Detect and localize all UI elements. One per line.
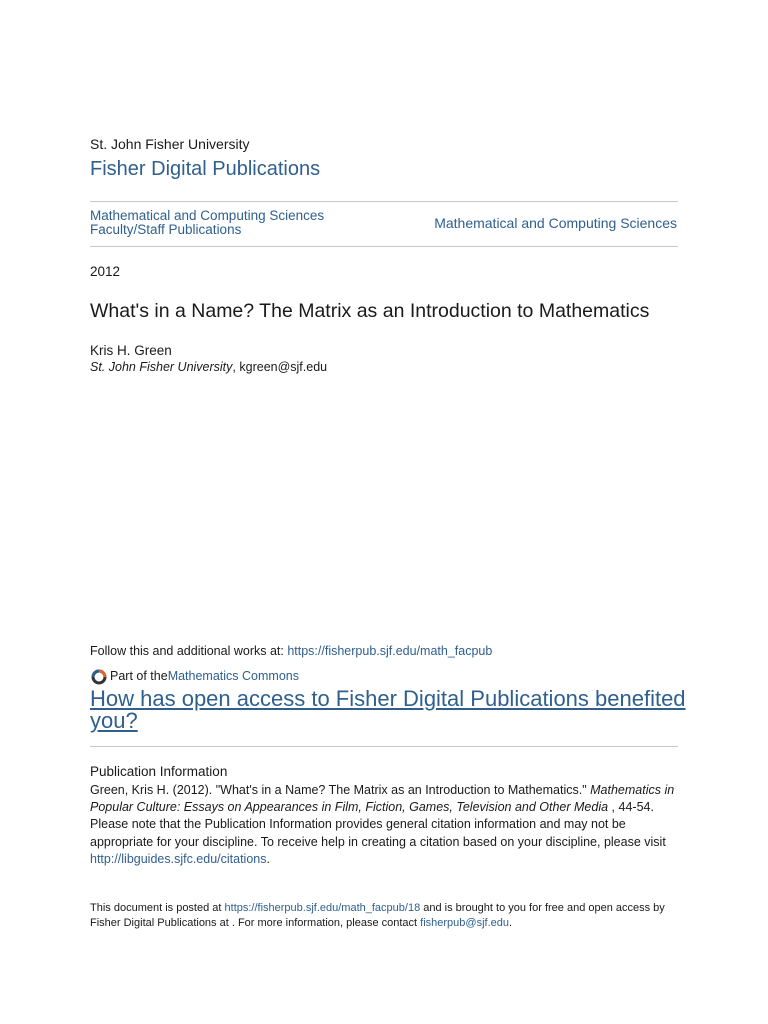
mathematics-commons-link[interactable]: Mathematics Commons [167,669,299,683]
series-link-department[interactable]: Mathematical and Computing Sciences [434,215,677,231]
affiliation-separator: , [232,360,240,374]
part-of-text: Part of the [110,669,168,683]
institution-name: St. John Fisher University [90,136,250,152]
author-email: kgreen@sjf.edu [239,360,328,374]
part-of-line [90,667,299,685]
divider [90,746,678,747]
open-access-feedback-link[interactable]: How has open access to Fisher Digital Publications benefited you? [90,686,686,733]
document-url-link[interactable]: https://fisherpub.sjf.edu/math_facpub/18 [224,902,421,914]
note-end: . [266,851,270,866]
publication-info-body [90,782,682,868]
follow-text: Follow this and additional works at: [90,644,288,658]
contact-email-link[interactable]: fisherpub@sjf.edu [420,917,509,929]
divider [90,201,678,202]
article-title: What's in a Name? The Matrix as an Introduction to Mathematics [90,300,650,322]
author-name: Kris H. Green [90,343,172,358]
footer-posted-text: This document is posted at [90,902,225,914]
publication-info-heading: Publication Information [90,764,228,779]
citation-text: Green, Kris H. (2012). "What's in a Name? The Matrix as an Introduction to Mathematics." [90,783,591,797]
follow-url-link[interactable]: https://fisherpub.sjf.edu/math_facpub [287,644,493,658]
publication-year: 2012 [90,264,121,279]
author-affiliation [90,360,327,374]
footer-end: . [508,917,513,929]
follow-line [90,644,492,658]
series-line-2: Faculty/Staff Publications [90,222,242,237]
open-access-icon [90,667,108,685]
citation-source: Mathematics in Popular Culture: Essays on Appearances in Film, Fiction, Games, Television and Other Media [90,783,675,815]
footer-notice [90,901,682,931]
affiliation-institution: St. John Fisher University [90,360,233,374]
repository-title-link[interactable]: Fisher Digital Publications [90,158,321,180]
divider [90,246,678,247]
series-link-faculty-staff[interactable] [90,209,324,237]
series-line-1: Mathematical and Computing Sciences [90,208,325,223]
citation-note: Please note that the Publication Information provides general citation information and may not be appropriate for your discipline. To receive help in creating a citation based on your discipline, please visit [90,817,666,849]
citation-pages: , 44-54. [608,800,654,815]
footer-access-text: and is brought to you for free and open access by Fisher Digital Publications at . For more information, please contact [90,902,665,929]
libguides-citations-link[interactable]: http://libguides.sjfc.edu/citations [90,851,267,866]
